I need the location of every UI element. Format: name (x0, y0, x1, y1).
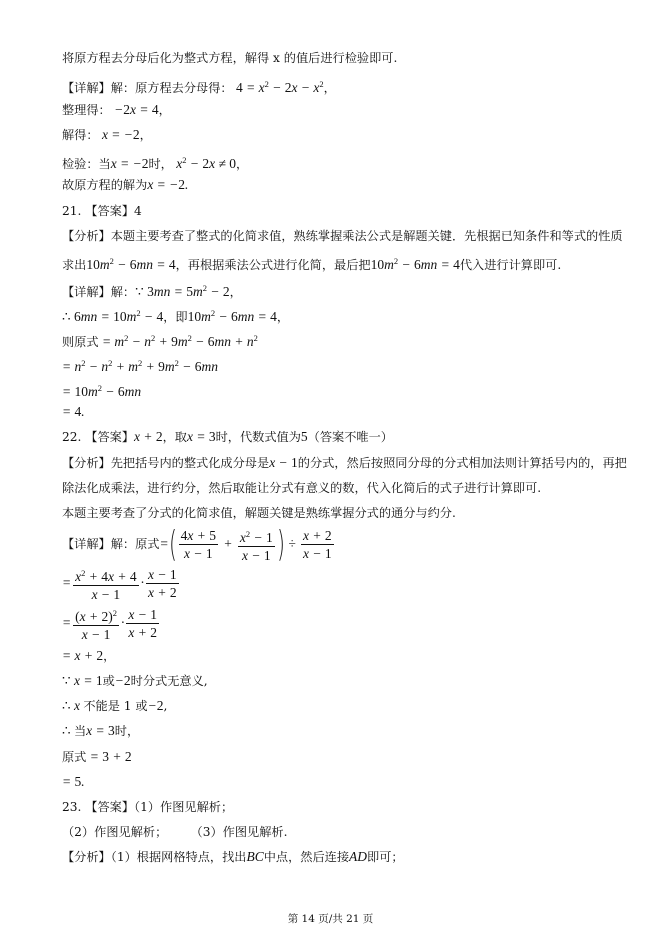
question-23-answer: 23. 【答案】（1）作图见解析； (62, 800, 234, 814)
question-22-detail-9: = 5. (62, 774, 85, 789)
question-22-detail-8: 原式 = 3 + 2 (62, 749, 132, 764)
question-21-answer: 21. 【答案】4 (62, 204, 142, 218)
text-line-5: 检验：当x = −2时， $x^2 - 2x \ne 0$， (62, 155, 249, 171)
question-21-detail-6: = 4. (62, 404, 85, 419)
text-line-4: 解得： x = −2， (62, 127, 152, 142)
text-line-1: 将原方程去分母后化为整式方程，解得 x 的值后进行检验即可. (62, 51, 398, 65)
question-23-analysis: 【分析】（1）根据网格特点，找出BC中点，然后连接AD即可； (62, 849, 404, 864)
question-21-analysis-2: 求出$10m^2 - 6mn = 4$，再根据乘法公式进行化简，最后把$10m^2 - 6mn = 4$代入进行计算即可. (62, 256, 562, 272)
question-22-detail-4: = x + 2， (62, 648, 116, 663)
text-line-2: 【详解】解：原方程去分母得： $4 = x^2 - 2x - x^2$， (62, 79, 336, 95)
question-22-detail-5: ∵ x = 1或−2时分式无意义, (62, 673, 208, 688)
question-22-detail-2: = $\frac{x^2 + 4x + 4}{x - 1}$ · $\frac{x - 1}{x + 2}$ (62, 567, 177, 602)
question-21-detail-1: 【详解】解：∵ $3mn = 5m^2 - 2$， (62, 283, 242, 299)
question-22-detail-3: = $\frac{(x + 2)^2}{x - 1}$ · $\frac{x - 1}{x + 2}$ (62, 607, 157, 642)
question-21-detail-4: = $n^2 - n^2 + m^2 + 9m^2 - 6mn$ (62, 358, 218, 374)
text-line-6: 故原方程的解为x = −2. (62, 177, 189, 192)
question-22-analysis-1: 【分析】先把括号内的整式化成分母是x − 1的分式，然后按照同分母的分式相加法则计算括号内的，再把 (62, 455, 627, 470)
text-line-3: 整理得： −2x = 4， (62, 102, 171, 117)
question-21-detail-3: 则原式 = $m^2 - n^2 + 9m^2 - 6mn + n^2$ (62, 333, 258, 349)
question-22-detail-1: 【详解】解：原式=( $\frac{4x + 5}{x - 1}$ + $\frac{x^2 - 1}{x - 1}$ ) ÷ $\frac{x + 2}{x - 1}$ (62, 523, 332, 565)
question-22-answer: 22. 【答案】x + 2，取x = 3时，代数式值为5（答案不唯一） (62, 429, 393, 444)
question-21-detail-2: ∴ $6mn = 10m^2 - 4$，即$10m^2 - 6mn = 4$， (62, 308, 289, 324)
equation: $4 = x^2 - 2x - x^2$ (236, 79, 324, 95)
question-22-detail-6: ∴ x 不能是 1 或−2, (62, 698, 168, 713)
question-21-analysis-1: 【分析】本题主要考查了整式的化简求值，熟练掌握乘法公式是解题关键．先根据已知条件和等式的性质 (62, 229, 623, 243)
question-23-answer-2: （2）作图见解析； （3）作图见解析. (62, 825, 288, 839)
question-22-detail-7: ∴ 当x = 3时， (62, 723, 140, 738)
question-22-analysis-3: 本题主要考查了分式的化简求值，解题关键是熟练掌握分式的通分与约分. (62, 506, 456, 520)
question-22-analysis-2: 除法化成乘法，进行约分，然后取能让分式有意义的数，代入化简后的式子进行计算即可. (62, 481, 542, 495)
question-21-detail-5: = $10m^2 - 6mn$ (62, 383, 142, 399)
page-footer: 第 14 页/共 21 页 (287, 913, 374, 925)
